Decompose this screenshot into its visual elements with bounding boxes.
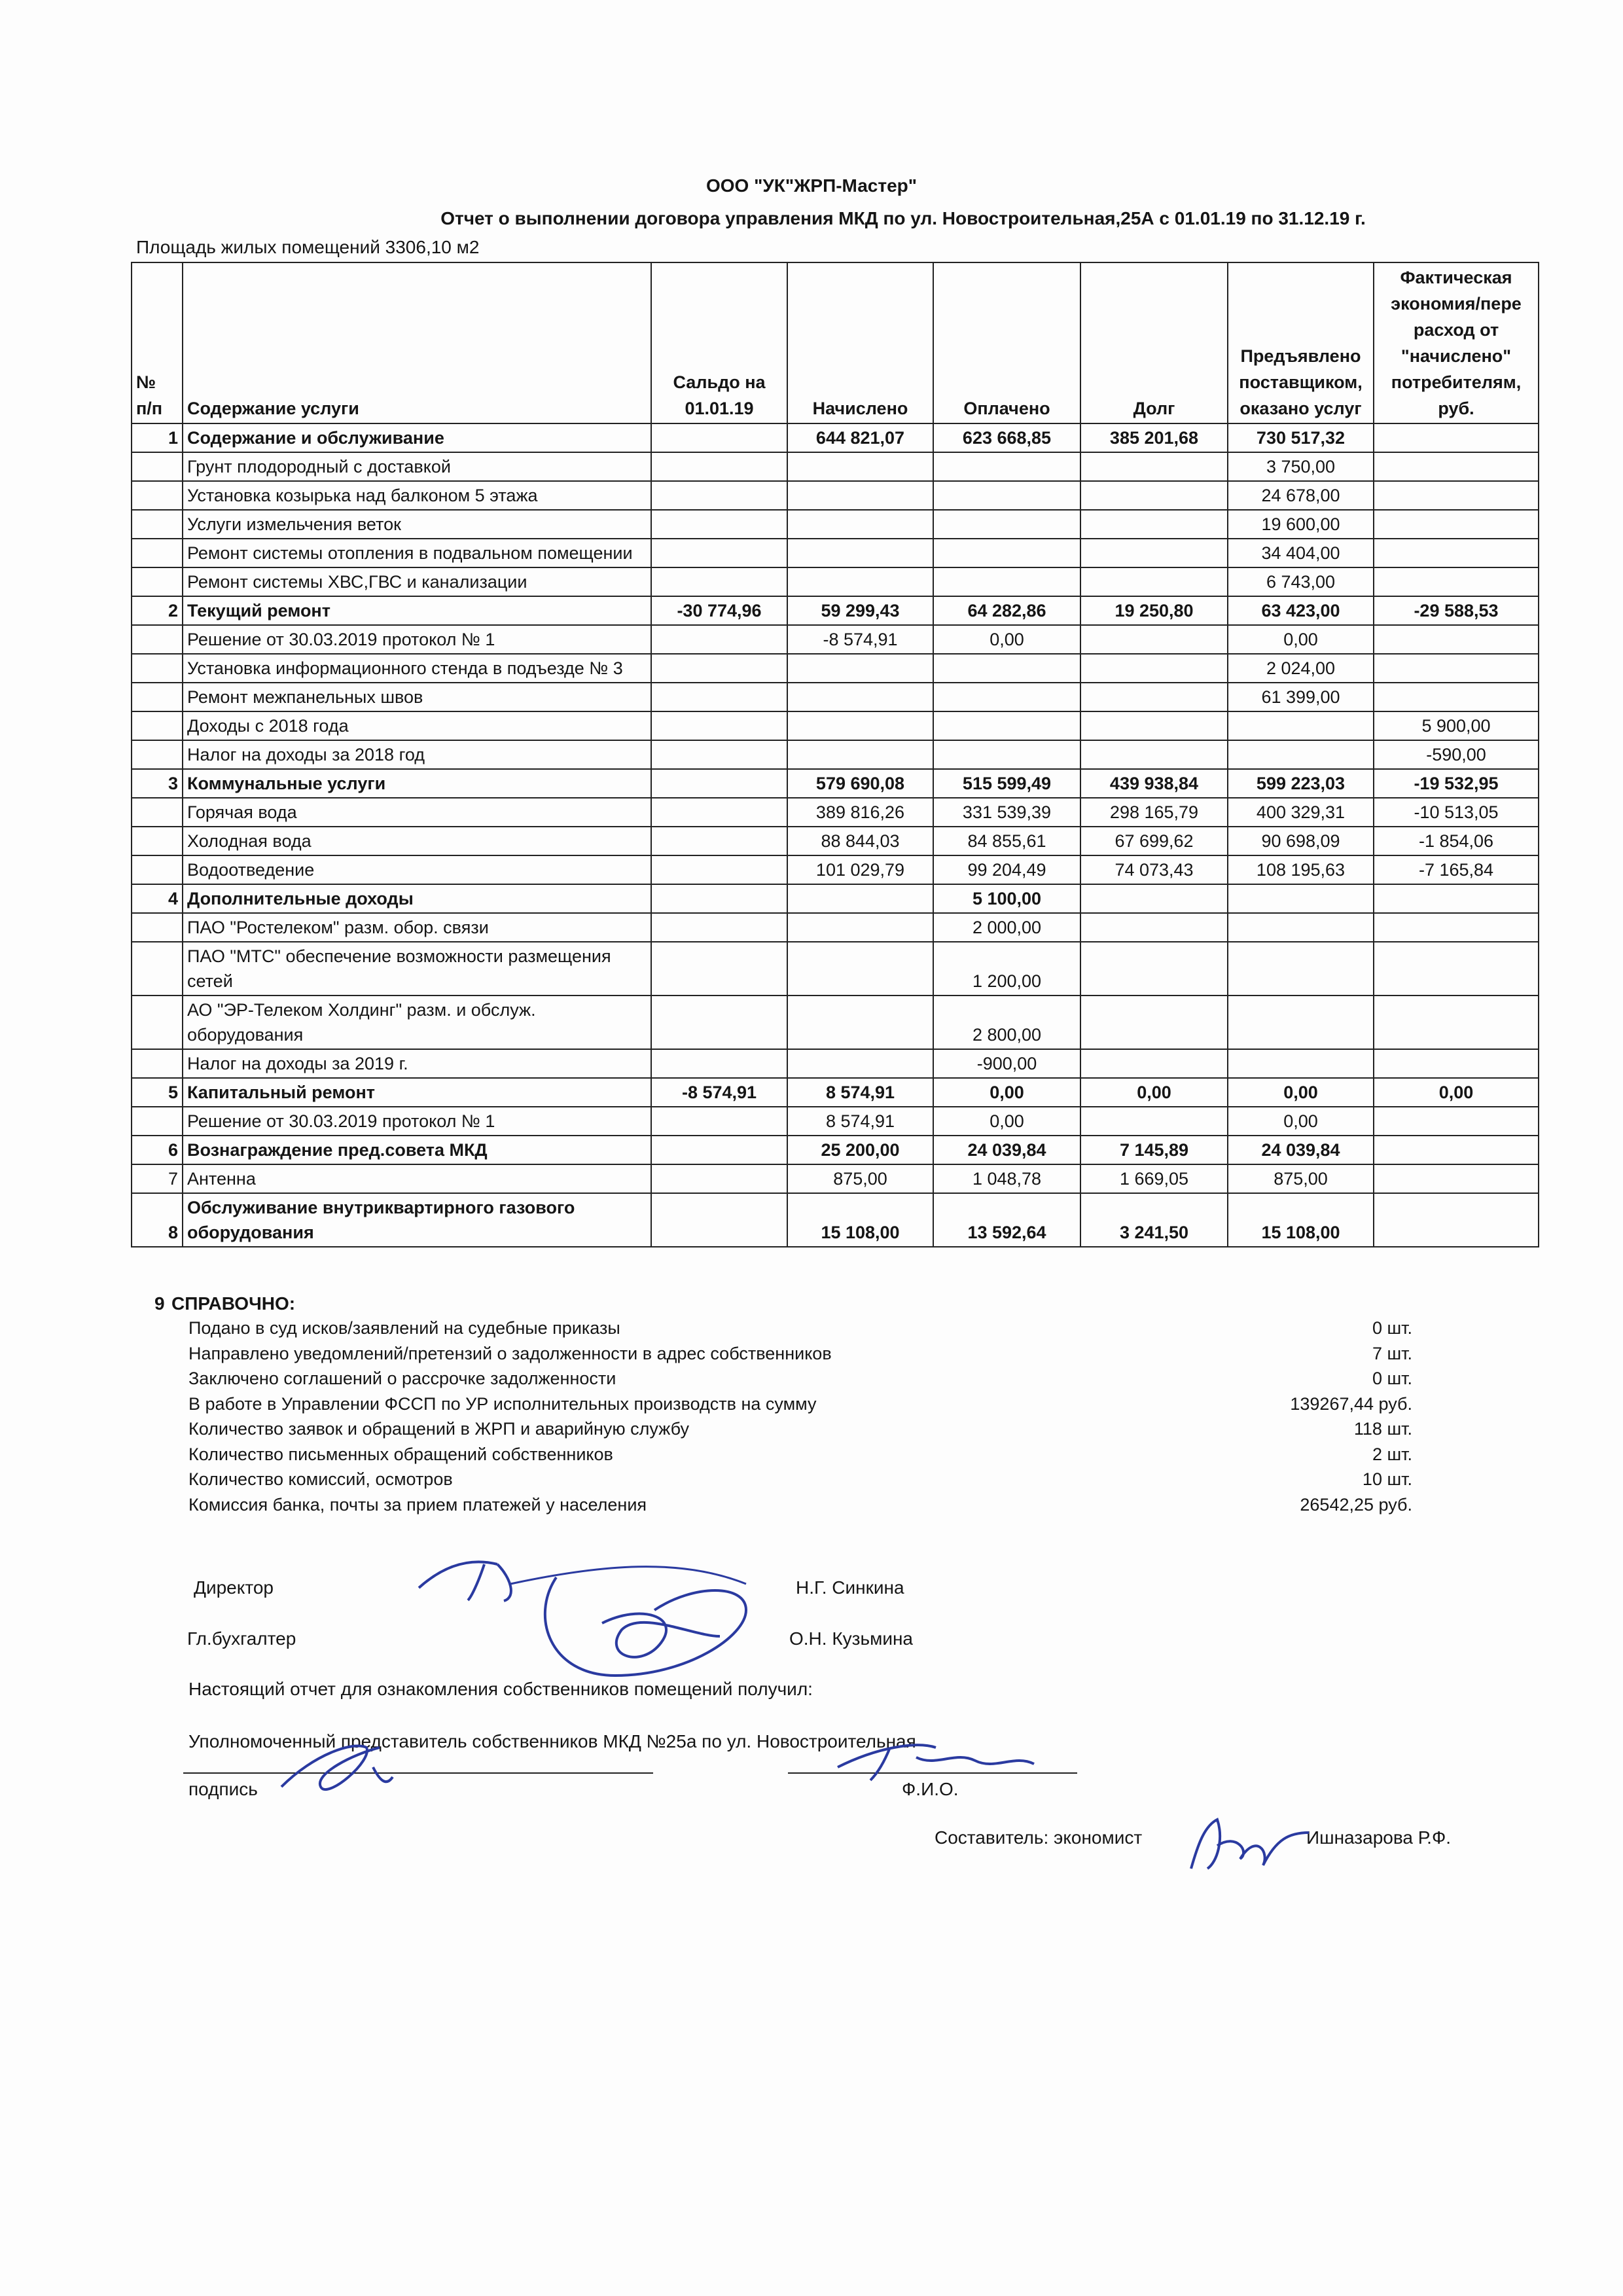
cell-name: АО "ЭР-Телеком Холдинг" разм. и обслуж. оборудования bbox=[183, 996, 651, 1049]
cell-no: 8 bbox=[132, 1193, 183, 1247]
table-row bbox=[132, 996, 1539, 1049]
cell-econ: 5 900,00 bbox=[1374, 711, 1539, 740]
cell-supplier: 15 108,00 bbox=[1228, 1193, 1374, 1247]
reference-item-label: Количество комиссий, осмотров bbox=[188, 1469, 453, 1489]
cell-supplier bbox=[1228, 1049, 1374, 1078]
reference-item-value: 139267,44 руб. bbox=[1290, 1393, 1412, 1414]
cell-saldo bbox=[651, 481, 787, 510]
cell-name: ПАО "МТС" обеспечение возможности размещения сетей bbox=[183, 942, 651, 996]
col-debt: Долг bbox=[1080, 262, 1228, 423]
cell-saldo: -8 574,91 bbox=[651, 1078, 787, 1107]
cell-saldo bbox=[651, 1193, 787, 1247]
cell-econ bbox=[1374, 625, 1539, 654]
cell-no bbox=[132, 1107, 183, 1136]
cell-econ bbox=[1374, 1193, 1539, 1247]
cell-paid: 13 592,64 bbox=[933, 1193, 1080, 1247]
cell-name: Доходы с 2018 года bbox=[183, 711, 651, 740]
living-area: Площадь жилых помещений 3306,10 м2 bbox=[136, 237, 480, 257]
cell-charged bbox=[787, 913, 933, 942]
cell-paid bbox=[933, 539, 1080, 567]
signature-label: подпись bbox=[188, 1779, 258, 1799]
cell-debt bbox=[1080, 740, 1228, 769]
cell-no: 2 bbox=[132, 596, 183, 625]
cell-no bbox=[132, 855, 183, 884]
cell-charged: 875,00 bbox=[787, 1164, 933, 1193]
cell-debt: 0,00 bbox=[1080, 1078, 1228, 1107]
cell-paid bbox=[933, 683, 1080, 711]
cell-supplier: 24 678,00 bbox=[1228, 481, 1374, 510]
cell-paid bbox=[933, 452, 1080, 481]
cell-saldo bbox=[651, 654, 787, 683]
cell-charged: 8 574,91 bbox=[787, 1078, 933, 1107]
cell-econ bbox=[1374, 1049, 1539, 1078]
director-signature-icon bbox=[406, 1538, 812, 1689]
reference-list bbox=[188, 1316, 1412, 1517]
cell-name: ПАО "Ростелеком" разм. обор. связи bbox=[183, 913, 651, 942]
cell-no bbox=[132, 481, 183, 510]
cell-charged bbox=[787, 654, 933, 683]
cell-name: Установка информационного стенда в подъезде № 3 bbox=[183, 654, 651, 683]
cell-charged: -8 574,91 bbox=[787, 625, 933, 654]
cell-paid: 0,00 bbox=[933, 1107, 1080, 1136]
cell-no bbox=[132, 510, 183, 539]
cell-econ bbox=[1374, 1136, 1539, 1164]
cell-saldo bbox=[651, 423, 787, 452]
cell-paid: 331 539,39 bbox=[933, 798, 1080, 827]
cell-supplier: 875,00 bbox=[1228, 1164, 1374, 1193]
cell-no bbox=[132, 654, 183, 683]
representative-text: Уполномоченный представитель собственников МКД №25а по ул. Новостроительная bbox=[188, 1731, 916, 1751]
cell-name: Ремонт системы ХВС,ГВС и канализации bbox=[183, 567, 651, 596]
cell-econ bbox=[1374, 996, 1539, 1049]
reference-item-value: 0 шт. bbox=[1372, 1369, 1412, 1388]
cell-debt bbox=[1080, 625, 1228, 654]
cell-name: Коммунальные услуги bbox=[183, 769, 651, 798]
cell-debt bbox=[1080, 452, 1228, 481]
company-name: ООО "УК"ЖРП-Мастер" bbox=[705, 175, 918, 196]
reference-item bbox=[188, 1492, 1412, 1518]
cell-paid bbox=[933, 711, 1080, 740]
table-row bbox=[132, 596, 1539, 625]
cell-supplier: 90 698,09 bbox=[1228, 827, 1374, 855]
cell-name: Капитальный ремонт bbox=[183, 1078, 651, 1107]
cell-name: Антенна bbox=[183, 1164, 651, 1193]
cell-supplier bbox=[1228, 996, 1374, 1049]
col-paid: Оплачено bbox=[933, 262, 1080, 423]
cell-saldo bbox=[651, 740, 787, 769]
cell-no: 3 bbox=[132, 769, 183, 798]
cell-no: 4 bbox=[132, 884, 183, 913]
cell-debt bbox=[1080, 481, 1228, 510]
cell-paid bbox=[933, 510, 1080, 539]
cell-charged bbox=[787, 452, 933, 481]
cell-paid: 5 100,00 bbox=[933, 884, 1080, 913]
cell-no bbox=[132, 711, 183, 740]
cell-no: 1 bbox=[132, 423, 183, 452]
cell-no bbox=[132, 683, 183, 711]
cell-charged bbox=[787, 740, 933, 769]
cell-charged: 88 844,03 bbox=[787, 827, 933, 855]
cell-supplier: 0,00 bbox=[1228, 625, 1374, 654]
cell-econ: -7 165,84 bbox=[1374, 855, 1539, 884]
representative-signature-icon bbox=[825, 1728, 1060, 1787]
cell-name: Водоотведение bbox=[183, 855, 651, 884]
table-row bbox=[132, 683, 1539, 711]
cell-charged bbox=[787, 683, 933, 711]
cell-no bbox=[132, 798, 183, 827]
cell-name: Вознаграждение пред.совета МКД bbox=[183, 1136, 651, 1164]
table-row bbox=[132, 711, 1539, 740]
cell-name: Текущий ремонт bbox=[183, 596, 651, 625]
reference-item-value: 26542,25 руб. bbox=[1300, 1494, 1412, 1515]
cell-charged: 25 200,00 bbox=[787, 1136, 933, 1164]
cell-saldo bbox=[651, 827, 787, 855]
cell-supplier: 34 404,00 bbox=[1228, 539, 1374, 567]
table-row bbox=[132, 452, 1539, 481]
reference-item bbox=[188, 1341, 1412, 1367]
cell-debt bbox=[1080, 567, 1228, 596]
col-saldo: Сальдо на 01.01.19 bbox=[651, 262, 787, 423]
reference-item-label: Количество письменных обращений собственников bbox=[188, 1444, 613, 1464]
cell-charged: 15 108,00 bbox=[787, 1193, 933, 1247]
cell-saldo bbox=[651, 884, 787, 913]
reference-item bbox=[188, 1416, 1412, 1442]
cell-econ bbox=[1374, 567, 1539, 596]
cell-saldo bbox=[651, 1136, 787, 1164]
cell-supplier: 61 399,00 bbox=[1228, 683, 1374, 711]
cell-econ bbox=[1374, 539, 1539, 567]
cell-debt bbox=[1080, 996, 1228, 1049]
cell-charged: 8 574,91 bbox=[787, 1107, 933, 1136]
cell-debt: 74 073,43 bbox=[1080, 855, 1228, 884]
reference-item bbox=[188, 1391, 1412, 1417]
cell-no bbox=[132, 625, 183, 654]
table-row bbox=[132, 1193, 1539, 1247]
table-row bbox=[132, 827, 1539, 855]
cell-saldo bbox=[651, 798, 787, 827]
accountant-label: Гл.бухгалтер bbox=[187, 1628, 296, 1649]
cell-econ bbox=[1374, 654, 1539, 683]
table-row bbox=[132, 510, 1539, 539]
table-row bbox=[132, 1078, 1539, 1107]
cell-econ: -10 513,05 bbox=[1374, 798, 1539, 827]
table-row bbox=[132, 884, 1539, 913]
cell-name: Горячая вода bbox=[183, 798, 651, 827]
compiler-label: Составитель: экономист bbox=[935, 1827, 1143, 1848]
cell-no bbox=[132, 539, 183, 567]
cell-no bbox=[132, 1049, 183, 1078]
cell-name: Налог на доходы за 2019 г. bbox=[183, 1049, 651, 1078]
cell-paid: 1 048,78 bbox=[933, 1164, 1080, 1193]
reference-item bbox=[188, 1316, 1412, 1341]
reference-number: 9 bbox=[154, 1293, 165, 1314]
cell-debt bbox=[1080, 539, 1228, 567]
cell-supplier: 0,00 bbox=[1228, 1078, 1374, 1107]
table-row bbox=[132, 481, 1539, 510]
compiler-name: Ишназарова Р.Ф. bbox=[1306, 1827, 1452, 1848]
col-service: Содержание услуги bbox=[183, 262, 651, 423]
cell-name: Установка козырька над балконом 5 этажа bbox=[183, 481, 651, 510]
cell-paid bbox=[933, 654, 1080, 683]
table-row bbox=[132, 855, 1539, 884]
cell-name: Содержание и обслуживание bbox=[183, 423, 651, 452]
cell-no: 7 bbox=[132, 1164, 183, 1193]
cell-econ: -29 588,53 bbox=[1374, 596, 1539, 625]
cell-debt bbox=[1080, 913, 1228, 942]
cell-charged bbox=[787, 539, 933, 567]
cell-supplier: 0,00 bbox=[1228, 1107, 1374, 1136]
cell-supplier: 2 024,00 bbox=[1228, 654, 1374, 683]
fio-label: Ф.И.О. bbox=[902, 1779, 959, 1799]
reference-item-label: Количество заявок и обращений в ЖРП и аварийную службу bbox=[188, 1419, 689, 1439]
cell-saldo bbox=[651, 913, 787, 942]
cell-econ bbox=[1374, 1164, 1539, 1193]
cell-charged: 579 690,08 bbox=[787, 769, 933, 798]
cell-supplier: 400 329,31 bbox=[1228, 798, 1374, 827]
cell-paid bbox=[933, 481, 1080, 510]
cell-name: Холодная вода bbox=[183, 827, 651, 855]
cell-no bbox=[132, 913, 183, 942]
cell-no bbox=[132, 827, 183, 855]
cell-paid: -900,00 bbox=[933, 1049, 1080, 1078]
reference-item bbox=[188, 1467, 1412, 1492]
cell-paid: 0,00 bbox=[933, 1078, 1080, 1107]
cell-paid: 64 282,86 bbox=[933, 596, 1080, 625]
reference-item-value: 118 шт. bbox=[1353, 1419, 1412, 1439]
cell-debt: 67 699,62 bbox=[1080, 827, 1228, 855]
cell-econ bbox=[1374, 683, 1539, 711]
cell-supplier: 730 517,32 bbox=[1228, 423, 1374, 452]
cell-debt bbox=[1080, 654, 1228, 683]
cell-charged bbox=[787, 1049, 933, 1078]
reference-item-value: 10 шт. bbox=[1362, 1469, 1412, 1489]
cell-econ bbox=[1374, 510, 1539, 539]
cell-saldo bbox=[651, 625, 787, 654]
cell-name: Услуги измельчения веток bbox=[183, 510, 651, 539]
cell-charged bbox=[787, 711, 933, 740]
cell-supplier bbox=[1228, 740, 1374, 769]
cell-saldo bbox=[651, 452, 787, 481]
cell-supplier bbox=[1228, 913, 1374, 942]
cell-paid: 1 200,00 bbox=[933, 942, 1080, 996]
cell-econ: -1 854,06 bbox=[1374, 827, 1539, 855]
cell-saldo bbox=[651, 1164, 787, 1193]
received-text: Настоящий отчет для ознакомления собственников помещений получил: bbox=[188, 1679, 813, 1699]
reference-item-value: 7 шт. bbox=[1372, 1343, 1412, 1363]
table-row bbox=[132, 539, 1539, 567]
col-supplier: Предъявлено поставщиком, оказано услуг bbox=[1228, 262, 1374, 423]
reference-item-label: Комиссия банка, почты за прием платежей у населения bbox=[188, 1494, 647, 1515]
cell-debt: 439 938,84 bbox=[1080, 769, 1228, 798]
cell-econ: 0,00 bbox=[1374, 1078, 1539, 1107]
cell-charged bbox=[787, 567, 933, 596]
cell-econ bbox=[1374, 913, 1539, 942]
reference-item-value: 2 шт. bbox=[1372, 1444, 1412, 1464]
table-row bbox=[132, 1107, 1539, 1136]
reference-item-label: Направлено уведомлений/претензий о задолженности в адрес собственников bbox=[188, 1343, 832, 1363]
cell-saldo bbox=[651, 942, 787, 996]
cell-charged bbox=[787, 510, 933, 539]
cell-name: Ремонт межпанельных швов bbox=[183, 683, 651, 711]
report-table bbox=[131, 262, 1539, 1247]
cell-saldo bbox=[651, 683, 787, 711]
cell-charged bbox=[787, 996, 933, 1049]
cell-saldo bbox=[651, 769, 787, 798]
cell-saldo bbox=[651, 539, 787, 567]
cell-saldo bbox=[651, 510, 787, 539]
accountant-name: О.Н. Кузьмина bbox=[789, 1628, 913, 1649]
table-header-row bbox=[132, 262, 1539, 423]
reference-item bbox=[188, 1442, 1412, 1467]
cell-paid: 99 204,49 bbox=[933, 855, 1080, 884]
cell-charged bbox=[787, 942, 933, 996]
cell-saldo bbox=[651, 996, 787, 1049]
cell-paid: 623 668,85 bbox=[933, 423, 1080, 452]
table-row bbox=[132, 567, 1539, 596]
cell-supplier: 3 750,00 bbox=[1228, 452, 1374, 481]
cell-supplier: 6 743,00 bbox=[1228, 567, 1374, 596]
table-row bbox=[132, 1136, 1539, 1164]
cell-supplier bbox=[1228, 942, 1374, 996]
cell-debt: 3 241,50 bbox=[1080, 1193, 1228, 1247]
director-name: Н.Г. Синкина bbox=[796, 1577, 904, 1598]
reference-item-value: 0 шт. bbox=[1372, 1318, 1412, 1338]
cell-supplier bbox=[1228, 711, 1374, 740]
owner-signature-icon bbox=[275, 1728, 425, 1806]
table-row bbox=[132, 942, 1539, 996]
cell-no bbox=[132, 740, 183, 769]
col-economy: Фактическая экономия/пере расход от "начислено" потребителям, руб. bbox=[1374, 262, 1539, 423]
cell-econ bbox=[1374, 884, 1539, 913]
cell-no bbox=[132, 452, 183, 481]
cell-name: Грунт плодородный с доставкой bbox=[183, 452, 651, 481]
cell-debt: 19 250,80 bbox=[1080, 596, 1228, 625]
cell-debt: 385 201,68 bbox=[1080, 423, 1228, 452]
cell-supplier bbox=[1228, 884, 1374, 913]
cell-paid: 515 599,49 bbox=[933, 769, 1080, 798]
cell-debt: 1 669,05 bbox=[1080, 1164, 1228, 1193]
cell-supplier: 63 423,00 bbox=[1228, 596, 1374, 625]
cell-econ: -590,00 bbox=[1374, 740, 1539, 769]
cell-no bbox=[132, 996, 183, 1049]
cell-supplier: 24 039,84 bbox=[1228, 1136, 1374, 1164]
reference-item-label: Заключено соглашений о рассрочке задолженности bbox=[188, 1369, 616, 1388]
cell-saldo bbox=[651, 567, 787, 596]
table-row bbox=[132, 1049, 1539, 1078]
cell-saldo bbox=[651, 855, 787, 884]
cell-name: Решение от 30.03.2019 протокол № 1 bbox=[183, 625, 651, 654]
cell-econ bbox=[1374, 942, 1539, 996]
col-no: № п/п bbox=[132, 262, 183, 423]
cell-no bbox=[132, 567, 183, 596]
cell-charged: 101 029,79 bbox=[787, 855, 933, 884]
cell-paid bbox=[933, 740, 1080, 769]
reference-item bbox=[188, 1366, 1412, 1391]
cell-name: Обслуживание внутриквартирного газового оборудования bbox=[183, 1193, 651, 1247]
cell-econ bbox=[1374, 1107, 1539, 1136]
cell-charged: 389 816,26 bbox=[787, 798, 933, 827]
cell-debt bbox=[1080, 1049, 1228, 1078]
cell-debt bbox=[1080, 683, 1228, 711]
cell-debt bbox=[1080, 1107, 1228, 1136]
cell-name: Дополнительные доходы bbox=[183, 884, 651, 913]
cell-saldo: -30 774,96 bbox=[651, 596, 787, 625]
cell-charged bbox=[787, 884, 933, 913]
director-label: Директор bbox=[194, 1577, 274, 1598]
cell-paid: 0,00 bbox=[933, 625, 1080, 654]
table-row bbox=[132, 769, 1539, 798]
cell-supplier: 19 600,00 bbox=[1228, 510, 1374, 539]
cell-debt bbox=[1080, 884, 1228, 913]
table-row bbox=[132, 740, 1539, 769]
reference-item-label: Подано в суд исков/заявлений на судебные приказы bbox=[188, 1318, 620, 1338]
cell-no bbox=[132, 942, 183, 996]
cell-paid: 24 039,84 bbox=[933, 1136, 1080, 1164]
cell-charged bbox=[787, 481, 933, 510]
cell-econ bbox=[1374, 481, 1539, 510]
reference-title: СПРАВОЧНО: bbox=[171, 1293, 296, 1314]
cell-saldo bbox=[651, 711, 787, 740]
table-row bbox=[132, 913, 1539, 942]
table-row bbox=[132, 625, 1539, 654]
cell-debt bbox=[1080, 510, 1228, 539]
cell-no: 5 bbox=[132, 1078, 183, 1107]
cell-debt bbox=[1080, 942, 1228, 996]
cell-debt bbox=[1080, 711, 1228, 740]
cell-paid: 2 000,00 bbox=[933, 913, 1080, 942]
cell-debt: 7 145,89 bbox=[1080, 1136, 1228, 1164]
col-charged: Начислено bbox=[787, 262, 933, 423]
cell-paid: 2 800,00 bbox=[933, 996, 1080, 1049]
reference-item-label: В работе в Управлении ФССП по УР исполнительных производств на сумму bbox=[188, 1393, 817, 1414]
cell-no: 6 bbox=[132, 1136, 183, 1164]
cell-econ bbox=[1374, 423, 1539, 452]
cell-name: Решение от 30.03.2019 протокол № 1 bbox=[183, 1107, 651, 1136]
cell-name: Налог на доходы за 2018 год bbox=[183, 740, 651, 769]
cell-paid: 84 855,61 bbox=[933, 827, 1080, 855]
report-title: Отчет о выполнении договора управления МКД по ул. Новостроительная,25А с 01.01.19 по 31.12.19 г. bbox=[440, 208, 1366, 228]
cell-saldo bbox=[651, 1107, 787, 1136]
cell-name: Ремонт системы отопления в подвальном помещении bbox=[183, 539, 651, 567]
table-row bbox=[132, 654, 1539, 683]
cell-charged: 59 299,43 bbox=[787, 596, 933, 625]
cell-supplier: 108 195,63 bbox=[1228, 855, 1374, 884]
cell-charged: 644 821,07 bbox=[787, 423, 933, 452]
cell-paid bbox=[933, 567, 1080, 596]
cell-saldo bbox=[651, 1049, 787, 1078]
cell-debt: 298 165,79 bbox=[1080, 798, 1228, 827]
table-row bbox=[132, 798, 1539, 827]
cell-econ: -19 532,95 bbox=[1374, 769, 1539, 798]
compiler-signature-icon bbox=[1178, 1806, 1315, 1878]
cell-econ bbox=[1374, 452, 1539, 481]
cell-supplier: 599 223,03 bbox=[1228, 769, 1374, 798]
table-row bbox=[132, 1164, 1539, 1193]
table-row bbox=[132, 423, 1539, 452]
